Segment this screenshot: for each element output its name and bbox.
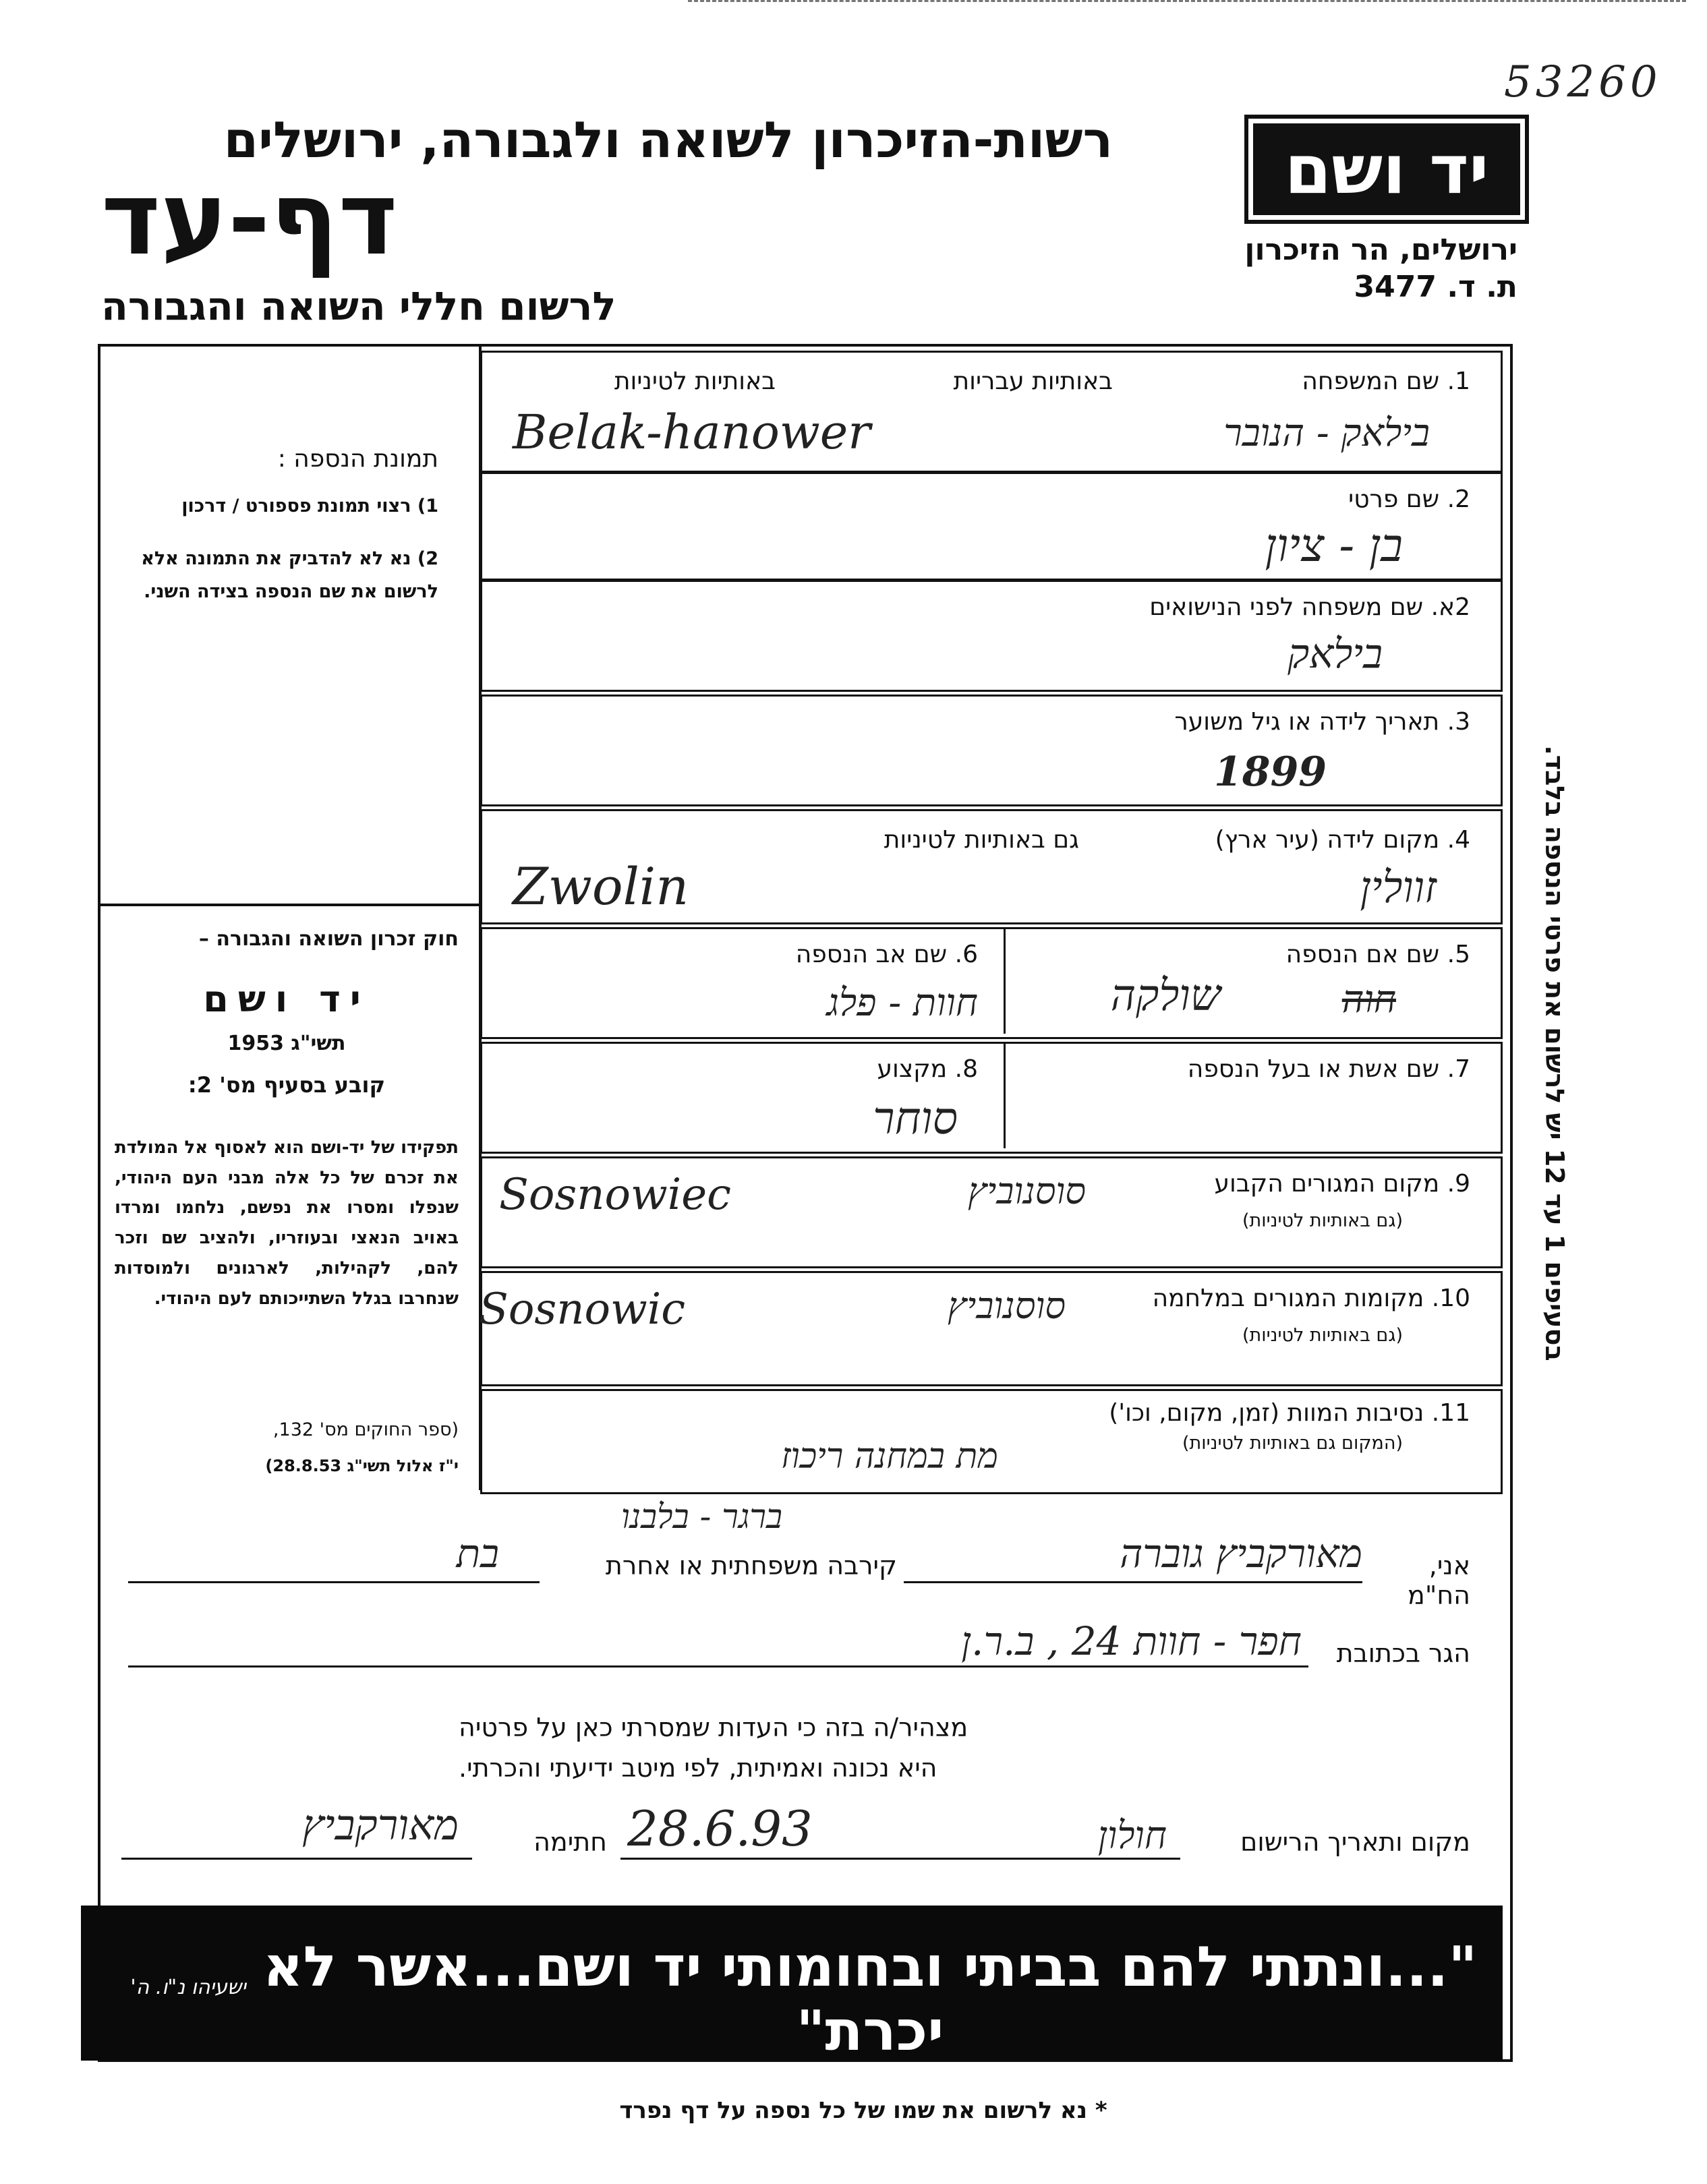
field-2-number: 2. [1447, 485, 1470, 513]
field-2a-number: 2א. [1430, 593, 1470, 621]
statement-line-2: היא נכונה ואמיתית, לפי מיטב ידיעתי והכרתי. [459, 1753, 937, 1783]
photo-heading: תמונת הנספה : [277, 445, 438, 473]
law-title: חוק זכרון השואה והגבורה – [198, 927, 459, 951]
field-5-6-divider [1004, 929, 1006, 1034]
field-7-number: 7. [1447, 1055, 1470, 1083]
field-2a-label: שם משפחה לפני הנישואים [1149, 593, 1424, 621]
field-10-number: 10. [1431, 1285, 1470, 1312]
field-3-number: 3. [1447, 708, 1470, 736]
logo-text: יד ושם [1253, 123, 1520, 215]
field-5-label: שם אם הנספה [1285, 941, 1440, 968]
field-10-label: מקומות המגורים במלחמה [1152, 1285, 1424, 1312]
field-5-value: שולקה [1110, 971, 1221, 1021]
declaration-relation-line [128, 1581, 540, 1583]
place-date-label: מקום ותאריך הרישום [1240, 1827, 1470, 1857]
field-9-number: 9. [1447, 1170, 1470, 1198]
logo-po-box: ת. ד. 3477 [1354, 270, 1517, 304]
field-4-value-hebrew: זוולין [1360, 863, 1437, 913]
stamp-number: 53260 [1504, 57, 1662, 107]
signature-label: חתימה [533, 1827, 607, 1857]
yad-vashem-logo [1244, 115, 1529, 224]
address-label: הגר בכתובת [1336, 1639, 1470, 1668]
law-reference-1: (ספר החוקים מס' 132, [272, 1419, 459, 1440]
field-7-label: שם אשת או בעל הנספה [1187, 1055, 1440, 1083]
field-2-value: בן - ציון [1265, 519, 1403, 572]
field-9-label: מקום המגורים הקבוע [1214, 1170, 1440, 1198]
declaration-relation: בת [456, 1531, 499, 1576]
field-6-label: שם אב הנספה [795, 941, 948, 968]
field-11-label: נסיבות המוות (זמן, מקום, וכו') [1109, 1399, 1424, 1427]
declaration-name: מאורקביץ גוברה [1120, 1531, 1362, 1576]
address-value: חפר - חוות 24 , ב.ר.ן [961, 1618, 1302, 1664]
field-3-label: תאריך לידה או גיל משוער [1174, 708, 1440, 736]
field-8-number: 8. [954, 1055, 978, 1083]
field-5-number: 5. [1447, 941, 1470, 968]
field-3-value: 1899 [1214, 748, 1327, 796]
side-note-text: בסעיפים 1 עד 12 יש לרשום את פרטי הנספה בלבד. [1540, 745, 1569, 1361]
field-4-value-latin: Zwolin [513, 856, 689, 916]
side-note [1521, 735, 1582, 1409]
field-11-number: 11. [1431, 1399, 1470, 1427]
footnote: * נא לרשום את שמו של כל נספה על דף נפרד [619, 2097, 1107, 2124]
field-6-number: 6. [954, 941, 978, 968]
organization-title: רשות-הזיכרון לשואה ולגבורה, ירושלים [223, 111, 1113, 169]
field-1-number: 1. [1447, 367, 1470, 395]
law-year: תשי"ג 1953 [227, 1032, 346, 1055]
field-1-value-hebrew: בילאק - הנובר [1223, 411, 1430, 455]
field-7-8-divider [1004, 1044, 1006, 1148]
field-6-value: חוות - פלג [826, 981, 978, 1025]
field-8-label: מקצוע [877, 1055, 948, 1083]
logo-city: ירושלים, הר הזיכרון [1244, 233, 1517, 267]
signature-line [121, 1858, 472, 1860]
left-column-divider [98, 904, 479, 906]
place-date-line [620, 1858, 1180, 1860]
photo-instruction-1: 1) רצוי תמונת פספורט / דרכון [181, 496, 438, 517]
field-1-label: שם המשפחה [1302, 367, 1440, 395]
declaration-prefix: אני, הח"מ [1408, 1551, 1470, 1610]
declaration-extra-note: ברגר - בלבנו [620, 1497, 782, 1536]
declaration-name-line [904, 1581, 1362, 1583]
registration-date: 28.6.93 [627, 1800, 813, 1857]
field-9-hint: (גם באותיות לטיניות) [1242, 1210, 1403, 1231]
field-11-value: מת במחנה ריכוז [780, 1436, 998, 1477]
field-2a-value: בילאק [1288, 630, 1383, 678]
form-subtitle: לרשום חללי השואה והגבורה [101, 283, 616, 329]
law-reference-2: י"ז אלול תשי"ג 28.8.53) [265, 1456, 459, 1475]
top-dashed-line [688, 0, 1686, 2]
field-8-value: סוחר [873, 1092, 958, 1144]
law-name: יד ושם [203, 978, 370, 1020]
field-4-latin-hint: גם באותיות לטיניות [884, 826, 1079, 854]
declaration-relation-label: קירבה משפחתית או אחרת [605, 1551, 897, 1581]
field-5-struck-value: חוה [1341, 978, 1396, 1022]
form-title: דף-עד [101, 160, 398, 278]
signature: מאורקביץ [302, 1800, 459, 1850]
field-1-value-latin: Belak-hanower [513, 405, 871, 460]
field-4-label: מקום לידה (עיר ארץ) [1215, 826, 1440, 854]
registration-place: חולון [1097, 1814, 1167, 1858]
field-2-label: שם פרטי [1348, 485, 1440, 513]
law-text: תפקידו של יד-ושם הוא לאסוף אל המולדת את זכרם של כל אלה מבני העם היהודי, שנפלו ומסרו את נפשם, נלחמו ומרדו באויב הנאצי ובעוזריו, ולהציב שם וזכר להם, לקהילות, לארגונים ולמוסדות שנחרבו בגלל השתייכותם לעם היהודי. [115, 1138, 459, 1309]
photo-instruction-2: 2) נא לא להדביק את התמונה אלא לרשום את שם הנספה בצידה השני. [141, 548, 438, 602]
law-paragraph: קובע בסעיף מס' 2: [187, 1072, 386, 1098]
statement-line-1: מצהיר/ה בזה כי העדות שמסרתי כאן על פרטיה [459, 1713, 968, 1742]
field-10-value-hebrew: סוסנוביץ [948, 1285, 1066, 1327]
field-9-value-latin: Sosnowiec [499, 1170, 731, 1220]
field-11-hint: (המקום גם באותיות לטיניות) [1182, 1433, 1403, 1454]
banner-reference: ישעיהו נ"ו. ה' [130, 1976, 246, 1999]
field-9-value-hebrew: סוסנוביץ [968, 1170, 1086, 1212]
field-10-hint: (גם באותיות לטיניות) [1242, 1325, 1403, 1346]
field-1-hebrew-hint: באותיות עבריות [953, 367, 1113, 395]
field-10-value-latin: Sosnowic [479, 1285, 686, 1334]
field-4-number: 4. [1447, 826, 1470, 854]
address-line [128, 1665, 1308, 1667]
field-1-latin-hint: באותיות לטיניות [614, 367, 776, 395]
banner-quote: "...ונתתי להם בביתי ובחומותי יד ושם...אשר לא יכרת" [262, 1935, 1478, 2063]
